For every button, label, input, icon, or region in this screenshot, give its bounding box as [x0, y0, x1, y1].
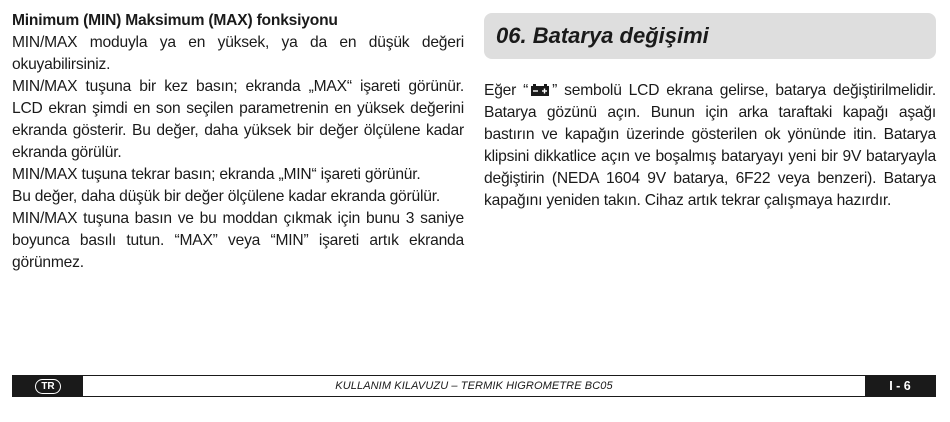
paragraph: MIN/MAX moduyla ya en yüksek, ya da en düşük değeri okuyabilirsiniz.	[12, 34, 464, 73]
section-title: 06. Batarya değişimi	[496, 23, 709, 48]
page-number: I - 6	[865, 376, 935, 396]
left-column	[12, 10, 464, 274]
language-badge: TR	[35, 379, 60, 394]
paragraph: MIN/MAX tuşuna bir kez basın; ekranda „MAX“ işareti görünür. LCD ekran şimdi en son seçilen parametrenin en yüksek değerini ekranda gösterir. Bu değer, daha yüksek bir değer ölçülene kadar ekranda görülür.	[12, 78, 464, 161]
battery-icon	[529, 83, 551, 97]
footer-language-block	[13, 376, 83, 396]
paragraph: MIN/MAX tuşuna tekrar basın; ekranda „MIN“ işareti görünür.	[12, 166, 421, 183]
text-after-icon: ” sembolü LCD ekrana gelirse, batarya değiştirilmelidir. Batarya gözünü açın. Bunun için arka taraftaki kapağı aşağı bastırın ve kapağın üzerinde gösterilen ok yönünde itin. Batarya klipsini dikkatlice açın ve boşalmış bataryayı yeni bir 9V bataryayla değiştirin (NEDA 1604 9V batarya, 6F22 veya benzeri). Batarya kapağını yeniden takın. Cihaz artık tekrar çalışmaya hazırdır.	[484, 82, 936, 209]
page-footer	[12, 375, 936, 397]
text-before-icon: Eğer “	[484, 82, 529, 99]
manual-title: KULLANIM KILAVUZU – TERMIK HIGROMETRE BC05	[335, 380, 613, 392]
paragraph: Bu değer, daha düşük bir değer ölçülene kadar ekranda görülür.	[12, 188, 440, 205]
section-header-box	[484, 13, 936, 59]
min-max-heading: Minimum (MIN) Maksimum (MAX) fonksiyonu	[12, 12, 338, 29]
paragraph: MIN/MAX tuşuna basın ve bu moddan çıkmak için bunu 3 saniye boyunca basılı tutun. “MAX” veya “MIN” işareti artık ekranda görünmez.	[12, 210, 464, 271]
battery-paragraph	[484, 80, 936, 212]
right-column	[484, 80, 936, 212]
